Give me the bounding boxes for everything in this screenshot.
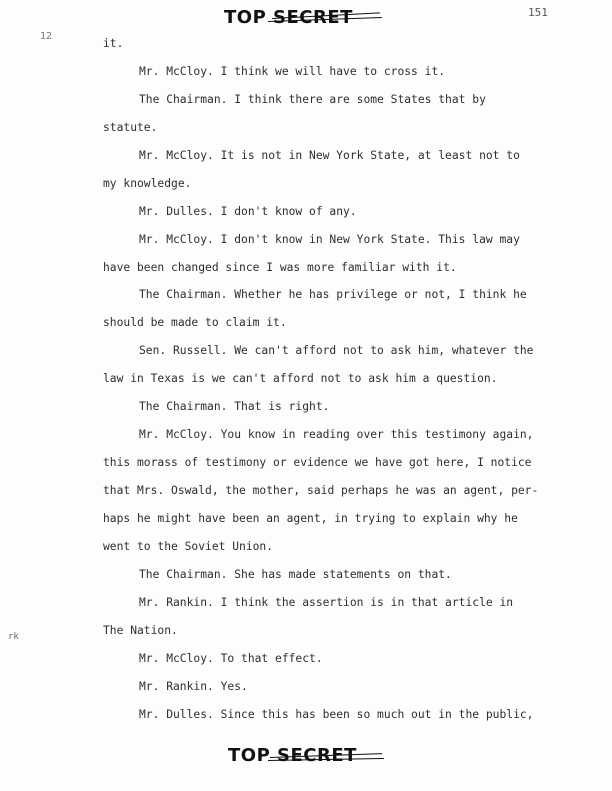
transcript-line: Mr. Dulles. Since this has been so much out in the public, bbox=[139, 708, 534, 721]
transcript-line: have been changed since I was more familiar with it. bbox=[103, 261, 457, 274]
transcript-line: it. bbox=[103, 37, 124, 50]
transcript-line: The Chairman. I think there are some States that by bbox=[139, 93, 486, 106]
margin-handwritten-mark: rk bbox=[8, 632, 19, 642]
transcript-line: that Mrs. Oswald, the mother, said perhaps he was an agent, per- bbox=[103, 484, 539, 497]
transcript-line: law in Texas is we can't afford not to ask him a question. bbox=[103, 372, 498, 385]
transcript-line: Mr. Rankin. I think the assertion is in that article in bbox=[139, 596, 514, 609]
classification-stamp-top-text: TOP SECRET bbox=[224, 7, 353, 28]
transcript-line: Mr. McCloy. To that effect. bbox=[139, 652, 323, 665]
transcript-line: haps he might have been an agent, in trying to explain why he bbox=[103, 512, 518, 525]
transcript-line: Mr. Dulles. I don't know of any. bbox=[139, 205, 357, 218]
transcript-line: this morass of testimony or evidence we have got here, I notice bbox=[103, 456, 532, 469]
transcript-line: The Chairman. That is right. bbox=[139, 400, 330, 413]
transcript-line: my knowledge. bbox=[103, 177, 192, 190]
transcript-line: Mr. McCloy. I think we will have to cross it. bbox=[139, 65, 446, 78]
page-number: 151 bbox=[528, 6, 548, 19]
transcript-line: The Chairman. Whether he has privilege or not, I think he bbox=[139, 288, 527, 301]
transcript-line: Sen. Russell. We can't afford not to ask him, whatever the bbox=[139, 344, 534, 357]
transcript-line: went to the Soviet Union. bbox=[103, 540, 274, 553]
transcript-line: Mr. Rankin. Yes. bbox=[139, 680, 248, 693]
transcript-line: The Chairman. She has made statements on that. bbox=[139, 568, 452, 581]
transcript-line: Mr. McCloy. I don't know in New York State. This law may bbox=[139, 233, 520, 246]
margin-line-number: 12 bbox=[40, 31, 53, 42]
transcript-line: statute. bbox=[103, 121, 158, 134]
classification-stamp-bottom-text: TOP SECRET bbox=[228, 745, 357, 766]
transcript-line: The Nation. bbox=[103, 624, 178, 637]
transcript-line: Mr. McCloy. It is not in New York State, at least not to bbox=[139, 149, 520, 162]
transcript-line: should be made to claim it. bbox=[103, 316, 287, 329]
transcript-line: Mr. McCloy. You know in reading over this testimony again, bbox=[139, 428, 534, 441]
